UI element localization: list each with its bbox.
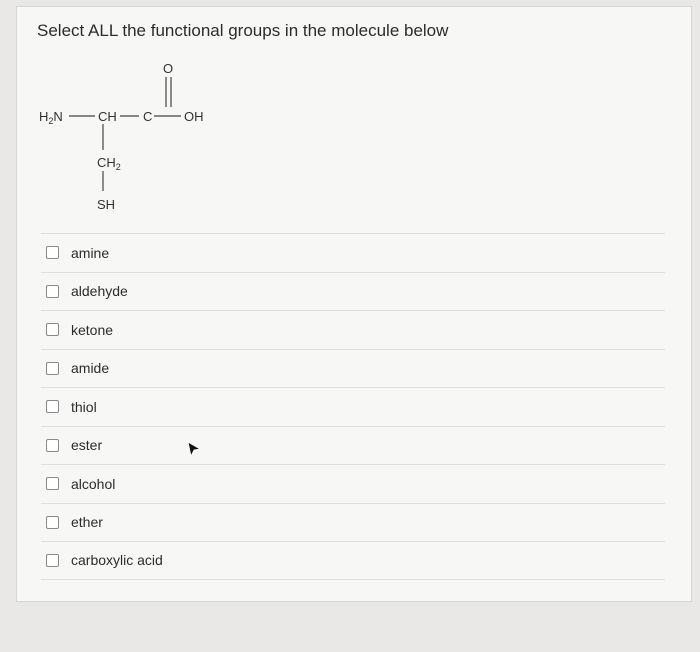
option-ketone[interactable] (41, 310, 665, 349)
option-label: ketone (71, 321, 114, 338)
checkbox[interactable] (46, 285, 59, 298)
option-label: ester (71, 437, 103, 454)
question-card (16, 6, 692, 602)
molecule-structure (37, 59, 237, 219)
mouse-cursor-icon (187, 441, 201, 457)
option-label: alcohol (71, 475, 116, 492)
hydroxyl-group: OH (184, 109, 204, 124)
answer-options (41, 233, 665, 580)
option-aldehyde[interactable] (41, 272, 665, 311)
question-prompt: Select ALL the functional groups in the molecule below (37, 21, 449, 40)
checkbox[interactable] (46, 246, 59, 259)
option-label: amine (71, 244, 110, 261)
thiol-sh: SH (97, 197, 116, 212)
option-label: thiol (71, 398, 97, 415)
option-amine[interactable] (41, 233, 665, 272)
checkbox[interactable] (46, 323, 59, 336)
checkbox[interactable] (46, 516, 59, 529)
option-alcohol[interactable] (41, 464, 665, 503)
option-ether[interactable] (41, 503, 665, 542)
checkbox[interactable] (46, 400, 59, 413)
option-label: aldehyde (71, 283, 128, 300)
option-carboxylic-acid[interactable] (41, 541, 665, 580)
carbonyl-carbon: C (143, 109, 153, 124)
ch2-group (97, 155, 121, 172)
ch2-ch: CH (97, 155, 116, 170)
option-ester[interactable] (41, 426, 665, 465)
option-amide[interactable] (41, 349, 665, 388)
oxygen-atom: O (163, 61, 174, 76)
h2n-group (39, 109, 63, 126)
option-label: amide (71, 360, 110, 377)
checkbox[interactable] (46, 362, 59, 375)
checkbox[interactable] (46, 554, 59, 567)
option-label: carboxylic acid (71, 552, 163, 569)
h2n-h: H (39, 109, 49, 124)
ch2-subscript: 2 (115, 162, 121, 172)
h2n-n: N (53, 109, 63, 124)
checkbox[interactable] (46, 477, 59, 490)
ch-atom: CH (98, 109, 117, 124)
option-thiol[interactable] (41, 387, 665, 426)
h2n-subscript: 2 (48, 116, 54, 126)
checkbox[interactable] (46, 439, 59, 452)
option-label: ether (71, 514, 103, 531)
